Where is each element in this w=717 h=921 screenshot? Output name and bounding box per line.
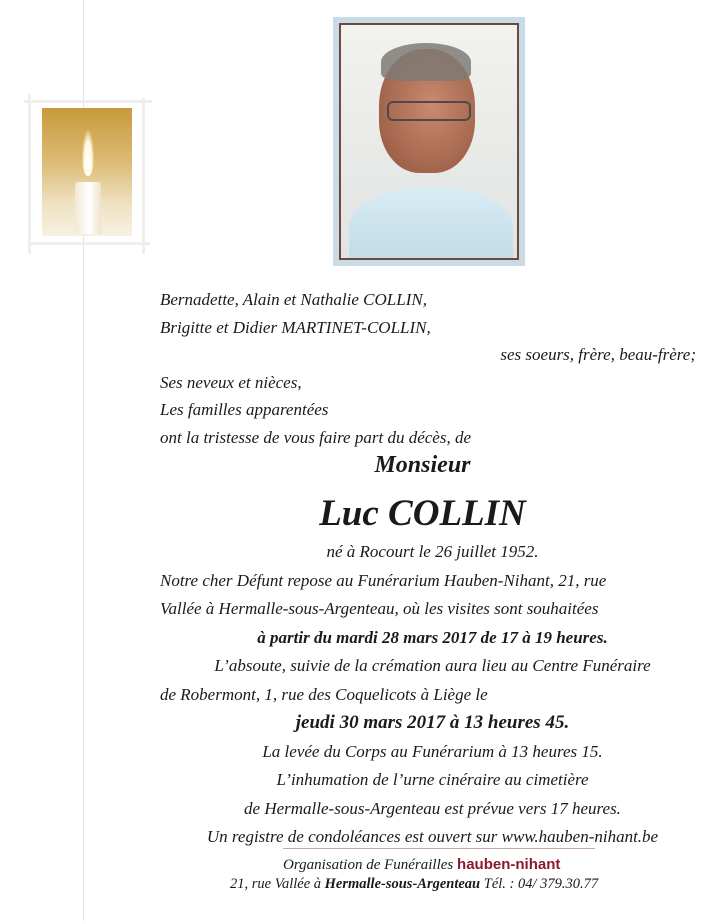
footer-divider — [283, 848, 595, 849]
footer-address — [230, 876, 670, 893]
condolence-register-line: Un registre de condoléances est ouvert sur www.hauben-nihant.be — [206, 827, 659, 846]
funeral-details — [160, 538, 705, 852]
footer-organisation — [283, 856, 603, 874]
deceased-title: Monsieur — [374, 452, 471, 478]
phone-number: Tél. : 04/ 379.30.77 — [483, 876, 599, 892]
family-line-4: Ses neveux et nièces, — [160, 372, 302, 392]
birth-line: né à Rocourt le 26 juillet 1952. — [326, 542, 539, 561]
details-line-2: Vallée à Hermalle-sous-Argenteau, où les visites sont souhaitées — [160, 599, 599, 618]
family-line-6: ont la tristesse de vous faire part du décès, de — [160, 427, 471, 447]
portrait-photo — [339, 23, 519, 260]
family-line-2: Brigitte et Didier MARTINET-COLLIN, — [160, 317, 431, 337]
portrait-frame — [333, 17, 525, 266]
address-prefix: 21, rue Vallée à — [230, 876, 322, 892]
family-relation: ses soeurs, frère, beau-frère; — [500, 345, 696, 364]
details-line-8: L’inhumation de l’urne cinéraire au cimetière — [276, 770, 589, 789]
family-announcement — [160, 286, 700, 451]
family-line-5: Les familles apparentées — [160, 400, 329, 419]
ceremony-date: jeudi 30 mars 2017 à 13 heures 45. — [295, 712, 570, 733]
brand-logo: hauben-nihant — [457, 856, 561, 873]
candle-flame-icon — [82, 130, 94, 176]
family-line-1: Bernadette, Alain et Nathalie COLLIN, — [160, 290, 427, 309]
deceased-name: Luc COLLIN — [319, 493, 526, 534]
details-line-5: de Robermont, 1, rue des Coquelicots à Liège le — [160, 684, 488, 704]
address-town: Hermalle-sous-Argenteau — [324, 876, 481, 892]
details-line-1: Notre cher Défunt repose au Funérarium Hauben-Nihant, 21, rue — [160, 570, 607, 590]
details-line-9: de Hermalle-sous-Argenteau est prévue vers 17 heures. — [244, 798, 621, 818]
visit-times: à partir du mardi 28 mars 2017 de 17 à 19 heures. — [257, 627, 608, 647]
candle-icon — [75, 182, 101, 234]
details-line-4: L’absoute, suivie de la crémation aura lieu au Centre Funéraire — [214, 656, 651, 675]
org-label: Organisation de Funérailles — [283, 857, 454, 873]
details-line-7: La levée du Corps au Funérarium à 13 heures 15. — [262, 741, 603, 761]
candle-image — [42, 108, 132, 236]
